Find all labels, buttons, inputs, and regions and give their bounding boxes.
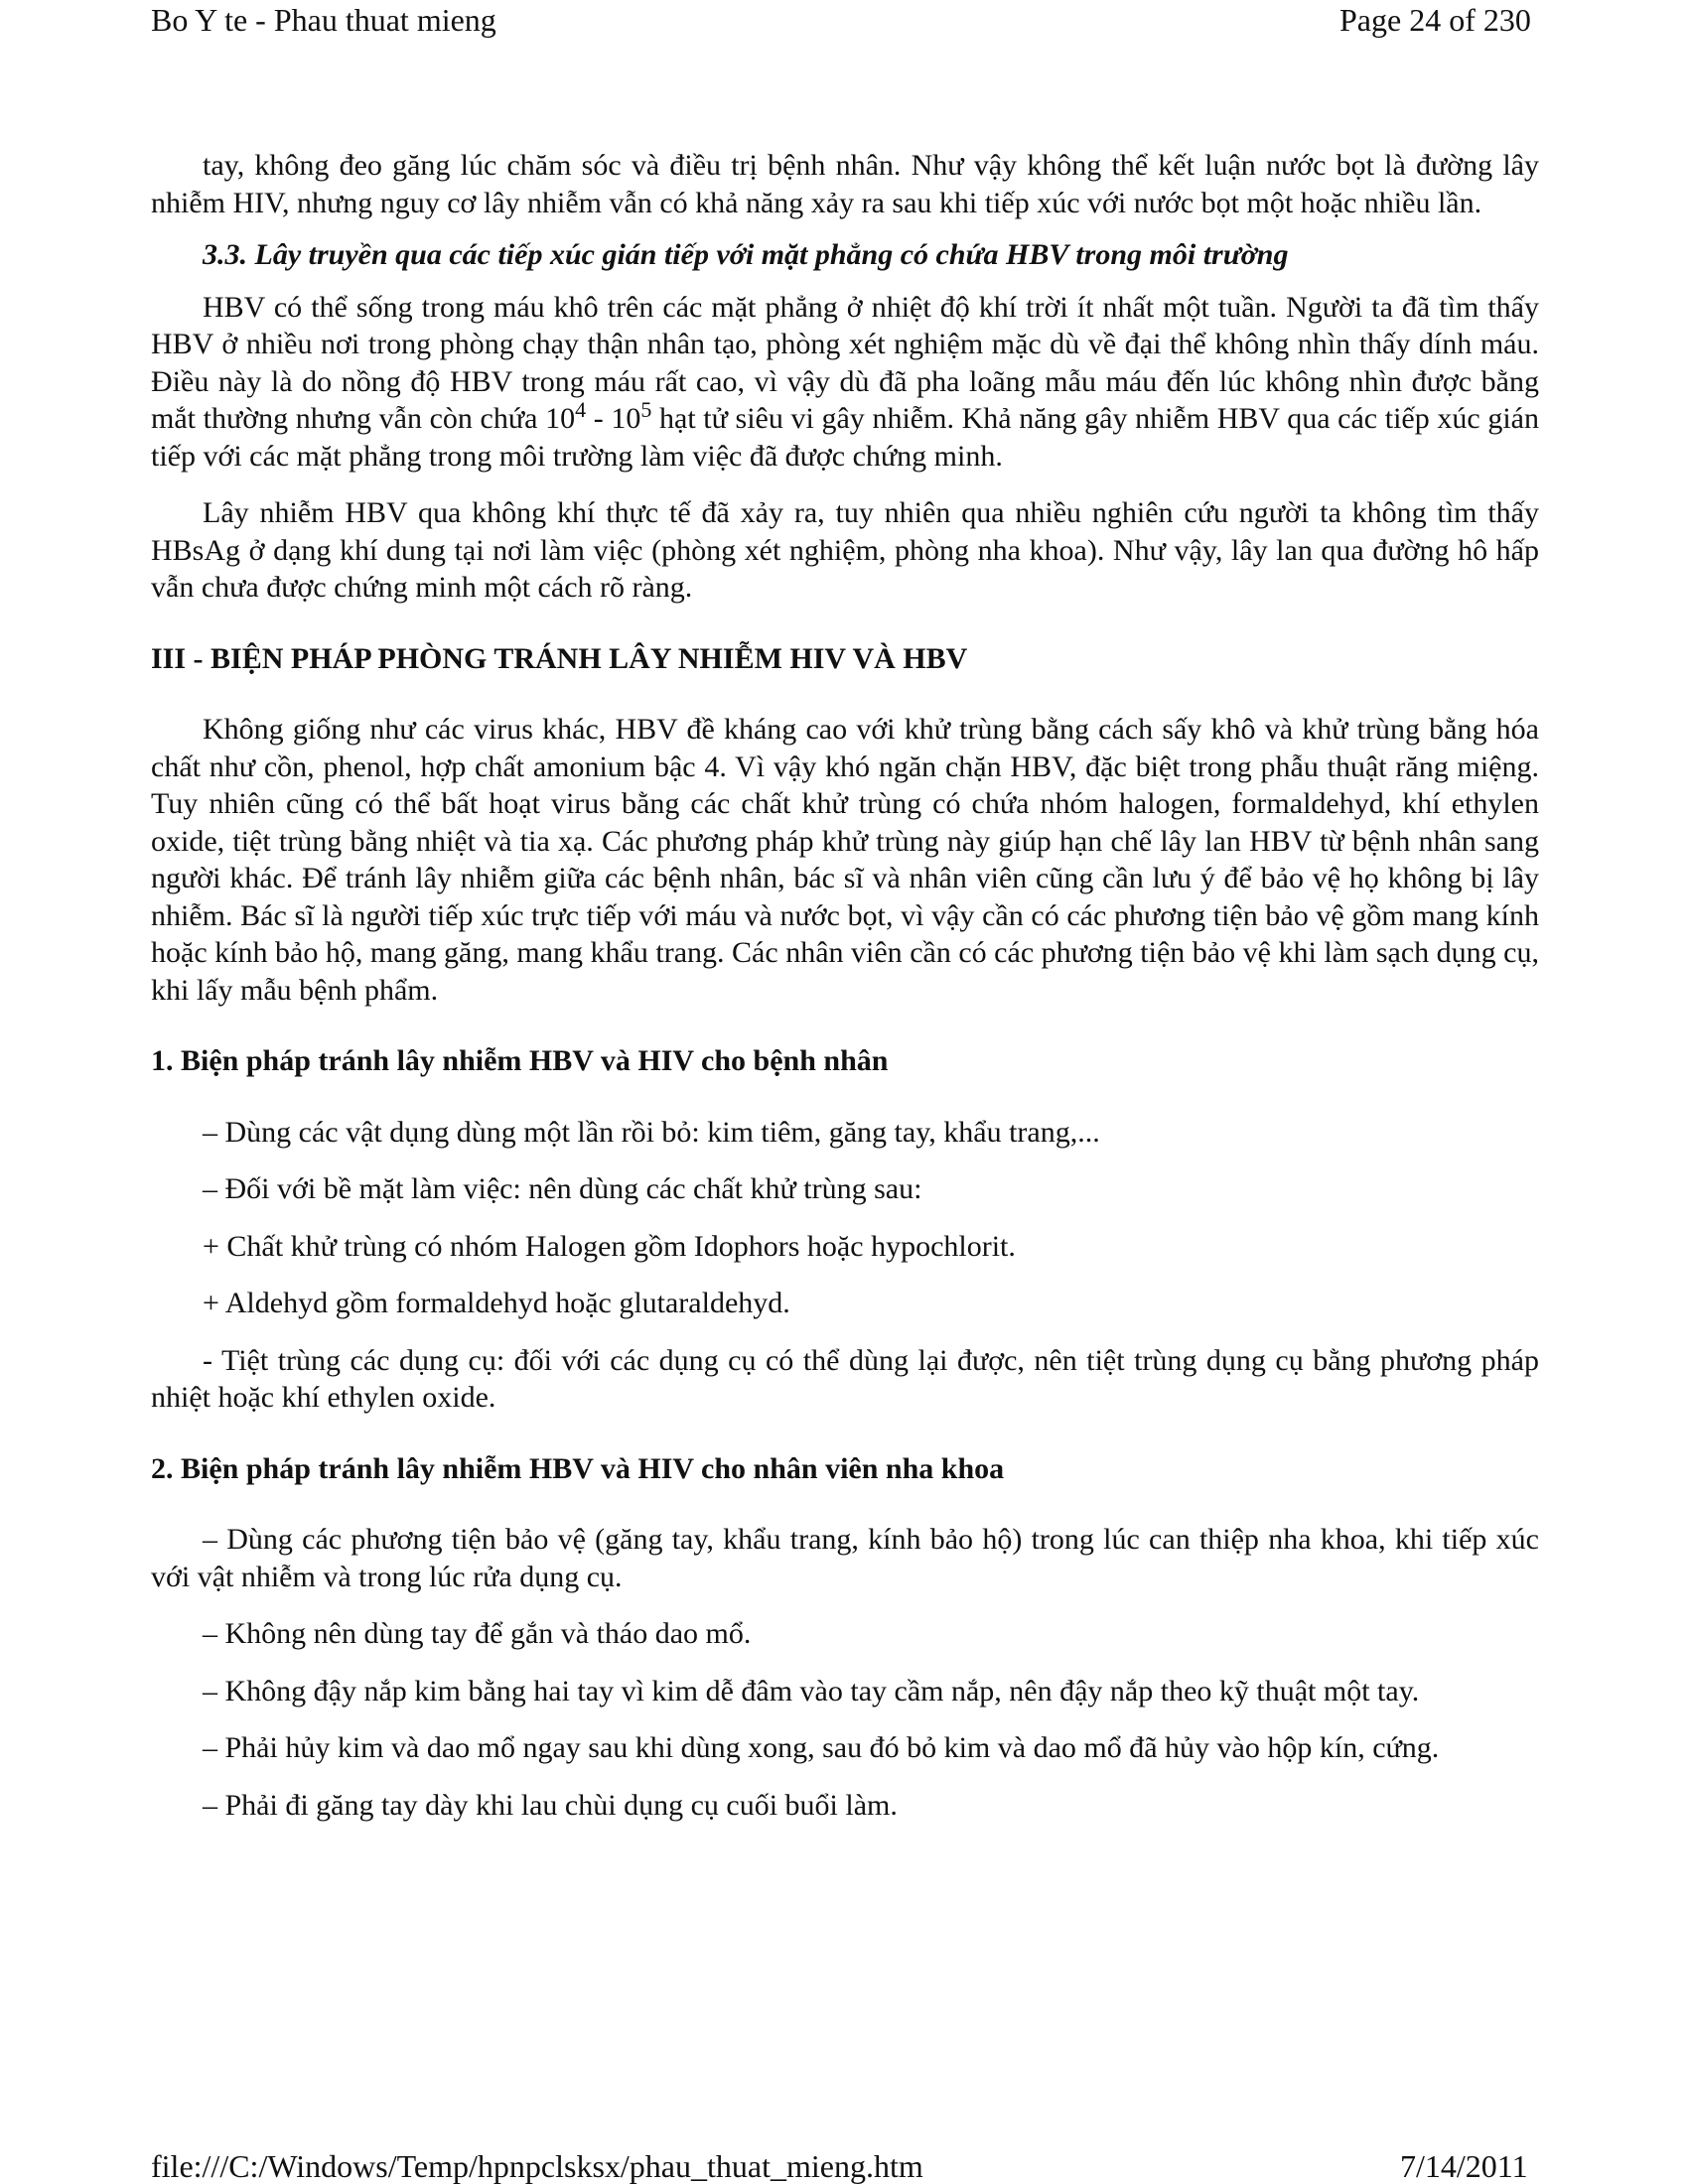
paragraph-hbv-surfaces-c: hạt tử siêu vi gây nhiễm. Khả năng gây nhiễm HBV qua các tiếp xúc gián tiếp với các mặt phẳng trong môi trường làm việc đã được chứng minh. bbox=[151, 402, 1539, 473]
heading-patient-measures: 1. Biện pháp tránh lây nhiễm HBV và HIV cho bệnh nhân bbox=[151, 1044, 889, 1077]
paragraph-saliva-risk: tay, không đeo găng lúc chăm sóc và điều trị bệnh nhân. Như vậy không thể kết luận nước bọt là đường lây nhiễm HIV, nhưng nguy cơ lây nhiễm vẫn có khả năng xảy ra sau khi tiếp xúc với nước bọt một hoặc nhiều lần. bbox=[151, 149, 1539, 219]
list-item: – Phải đi găng tay dày khi lau chùi dụng cụ cuối buổi làm. bbox=[203, 1788, 898, 1822]
list-item: – Dùng các phương tiện bảo vệ (găng tay, khẩu trang, kính bảo hộ) trong lúc can thiệp nha khoa, khi tiếp xúc với vật nhiễm và trong lúc rửa dụng cụ. bbox=[151, 1523, 1539, 1593]
file-path: file:///C:/Windows/Temp/hpnpclsksx/phau_thuat_mieng.htm bbox=[151, 2148, 923, 2184]
paragraph-hbv-surfaces bbox=[151, 289, 1539, 476]
print-date: 7/14/2011 bbox=[1400, 2148, 1528, 2184]
subheading-3-3: 3.3. Lây truyền qua các tiếp xúc gián tiếp với mặt phẳng có chứa HBV trong môi trường bbox=[203, 238, 1289, 271]
section-heading-iii: III - BIỆN PHÁP PHÒNG TRÁNH LÂY NHIỄM HIV VÀ HBV bbox=[151, 641, 968, 675]
paragraph-airborne: Lây nhiễm HBV qua không khí thực tế đã xảy ra, tuy nhiên qua nhiều nghiên cứu người ta không tìm thấy HBsAg ở dạng khí dung tại nơi làm việc (phòng xét nghiệm, phòng nha khoa). Như vậy, lây lan qua đường hô hấp vẫn chưa được chứng minh một cách rõ ràng. bbox=[151, 496, 1539, 604]
paragraph-prevention: Không giống như các virus khác, HBV đề kháng cao với khử trùng bằng cách sấy khô và khử trùng bằng hóa chất như cồn, phenol, hợp chất amonium bậc 4. Vì vậy khó ngăn chặn HBV, đặc biệt trong phẫu thuật răng miệng. Tuy nhiên cũng có thể bất hoạt virus bằng các chất khử trùng có chứa nhóm halogen, formaldehyd, khí ethylen oxide, tiệt trùng bằng nhiệt và tia xạ. Các phương pháp khử trùng này giúp hạn chế lây lan HBV từ bệnh nhân sang người khác. Để tránh lây nhiễm giữa các bệnh nhân, bác sĩ và nhân viên cũng cần lưu ý để bảo vệ họ không bị lây nhiễm. Bác sĩ là người tiếp xúc trực tiếp với máu và nước bọt, vì vậy cần có các phương tiện bảo vệ gồm mang kính hoặc kính bảo hộ, mang găng, mang khẩu trang. Các nhân viên cần có các phương tiện bảo vệ khi làm sạch dụng cụ, khi lấy mẫu bệnh phẩm. bbox=[151, 713, 1539, 1007]
page-header-title: Bo Y te - Phau thuat mieng bbox=[151, 2, 496, 38]
list-item: + Chất khử trùng có nhóm Halogen gồm Idophors hoặc hypochlorit. bbox=[203, 1229, 1016, 1263]
list-item: – Không nên dùng tay để gắn và tháo dao mổ. bbox=[203, 1617, 752, 1650]
paragraph-hbv-surfaces-b: - 10 bbox=[586, 402, 641, 435]
superscript-exp-5: 5 bbox=[640, 397, 652, 422]
list-item: - Tiệt trùng các dụng cụ: đối với các dụng cụ có thể dùng lại được, nên tiệt trùng dụng cụ bằng phương pháp nhiệt hoặc khí ethylen oxide. bbox=[151, 1343, 1539, 1414]
list-item: – Phải hủy kim và dao mổ ngay sau khi dùng xong, sau đó bỏ kim và dao mổ đã hủy vào hộp kín, cứng. bbox=[203, 1731, 1440, 1764]
document-body bbox=[151, 147, 1539, 1824]
list-item: – Dùng các vật dụng dùng một lần rồi bỏ: kim tiêm, găng tay, khẩu trang,... bbox=[203, 1115, 1100, 1149]
list-item: + Aldehyd gồm formaldehyd hoặc glutaraldehyd. bbox=[203, 1287, 790, 1319]
page-number: Page 24 of 230 bbox=[1339, 2, 1531, 38]
heading-staff-measures: 2. Biện pháp tránh lây nhiễm HBV và HIV cho nhân viên nha khoa bbox=[151, 1451, 1005, 1485]
list-item: – Không đậy nắp kim bằng hai tay vì kim dễ đâm vào tay cầm nắp, nên đậy nắp theo kỹ thuật một tay. bbox=[203, 1674, 1420, 1707]
list-item: – Đối với bề mặt làm việc: nên dùng các chất khử trùng sau: bbox=[203, 1172, 922, 1205]
superscript-exp-4: 4 bbox=[575, 397, 587, 422]
paragraph-hbv-surfaces-a: HBV có thể sống trong máu khô trên các mặt phẳng ở nhiệt độ khí trời ít nhất một tuần. Người ta đã tìm thấy HBV ở nhiều nơi trong phòng chạy thận nhân tạo, phòng xét nghiệm mặc dù về đại thể không nhìn thấy dính máu. Điều này là do nồng độ HBV trong máu rất cao, vì vậy dù đã pha loãng mẫu máu đến lúc không nhìn được bằng mắt thường nhưng vẫn còn chứa 10 bbox=[151, 290, 1539, 435]
